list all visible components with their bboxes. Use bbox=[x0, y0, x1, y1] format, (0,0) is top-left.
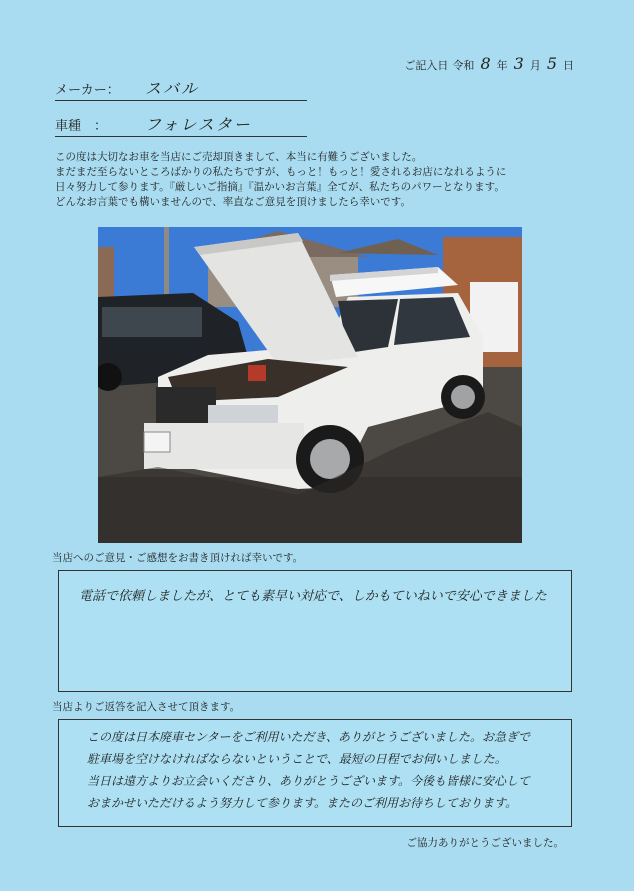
opinion-text: 電話で依頼しましたが、とても素早い対応で、しかもていねいで安心できました bbox=[79, 589, 547, 604]
date-month: 3 bbox=[513, 54, 524, 73]
opinion-box bbox=[58, 570, 572, 692]
opinion-label: 当店へのご意見・ご感想をお書き頂ければ幸いです。 bbox=[52, 552, 304, 564]
reply-text bbox=[87, 726, 530, 814]
model-field bbox=[55, 112, 307, 137]
maker-label: メーカー： bbox=[55, 83, 120, 98]
date-era: 令和 bbox=[452, 59, 475, 72]
date-line bbox=[404, 54, 574, 73]
date-day: 5 bbox=[546, 54, 557, 73]
maker-field bbox=[55, 76, 307, 101]
date-year-unit: 年 bbox=[496, 59, 508, 72]
model-label: 車種 ： bbox=[55, 119, 108, 134]
closing-thanks: ご協力ありがとうございました。 bbox=[406, 837, 564, 849]
date-day-unit: 日 bbox=[563, 59, 574, 72]
maker-value: スバル bbox=[145, 79, 200, 98]
reply-line: 当日は遠方よりお立会いくださり、ありがとうございます。今後も皆様に安心して bbox=[87, 774, 531, 788]
intro-line: まだまだ至らないところばかりの私たちですが、もっと！もっと！愛されるお店になれるように bbox=[55, 166, 507, 178]
intro-message bbox=[55, 150, 575, 210]
car-photo bbox=[98, 227, 522, 543]
reply-line: 駐車場を空けなければならないということで、最短の日程でお伺いしました。 bbox=[87, 752, 507, 766]
intro-line: この度は大切なお車を当店にご売却頂きまして、本当に有難うございました。 bbox=[55, 151, 423, 163]
reply-line: おまかせいただけるよう努力して参ります。またのご利用お待ちしております。 bbox=[87, 796, 518, 810]
model-value: フォレスター bbox=[145, 115, 252, 134]
intro-line: 日々努力して参ります。『厳しいご指摘』『温かいお言葉』全てが、私たちのパワーとなります。 bbox=[55, 181, 505, 193]
date-month-unit: 月 bbox=[529, 59, 541, 72]
date-label: ご記入日 bbox=[404, 59, 449, 72]
reply-label: 当店よりご返答を記入させて頂きます。 bbox=[52, 701, 241, 713]
reply-line: この度は日本廃車センターをご利用いただき、ありがとうございました。お急ぎで bbox=[87, 730, 531, 744]
date-year: 8 bbox=[480, 54, 491, 73]
car-photo-illustration bbox=[98, 227, 522, 543]
intro-line: どんなお言葉でも構いませんので、率直なご意見を頂けましたら幸いです。 bbox=[55, 196, 411, 208]
reply-box bbox=[58, 719, 572, 827]
